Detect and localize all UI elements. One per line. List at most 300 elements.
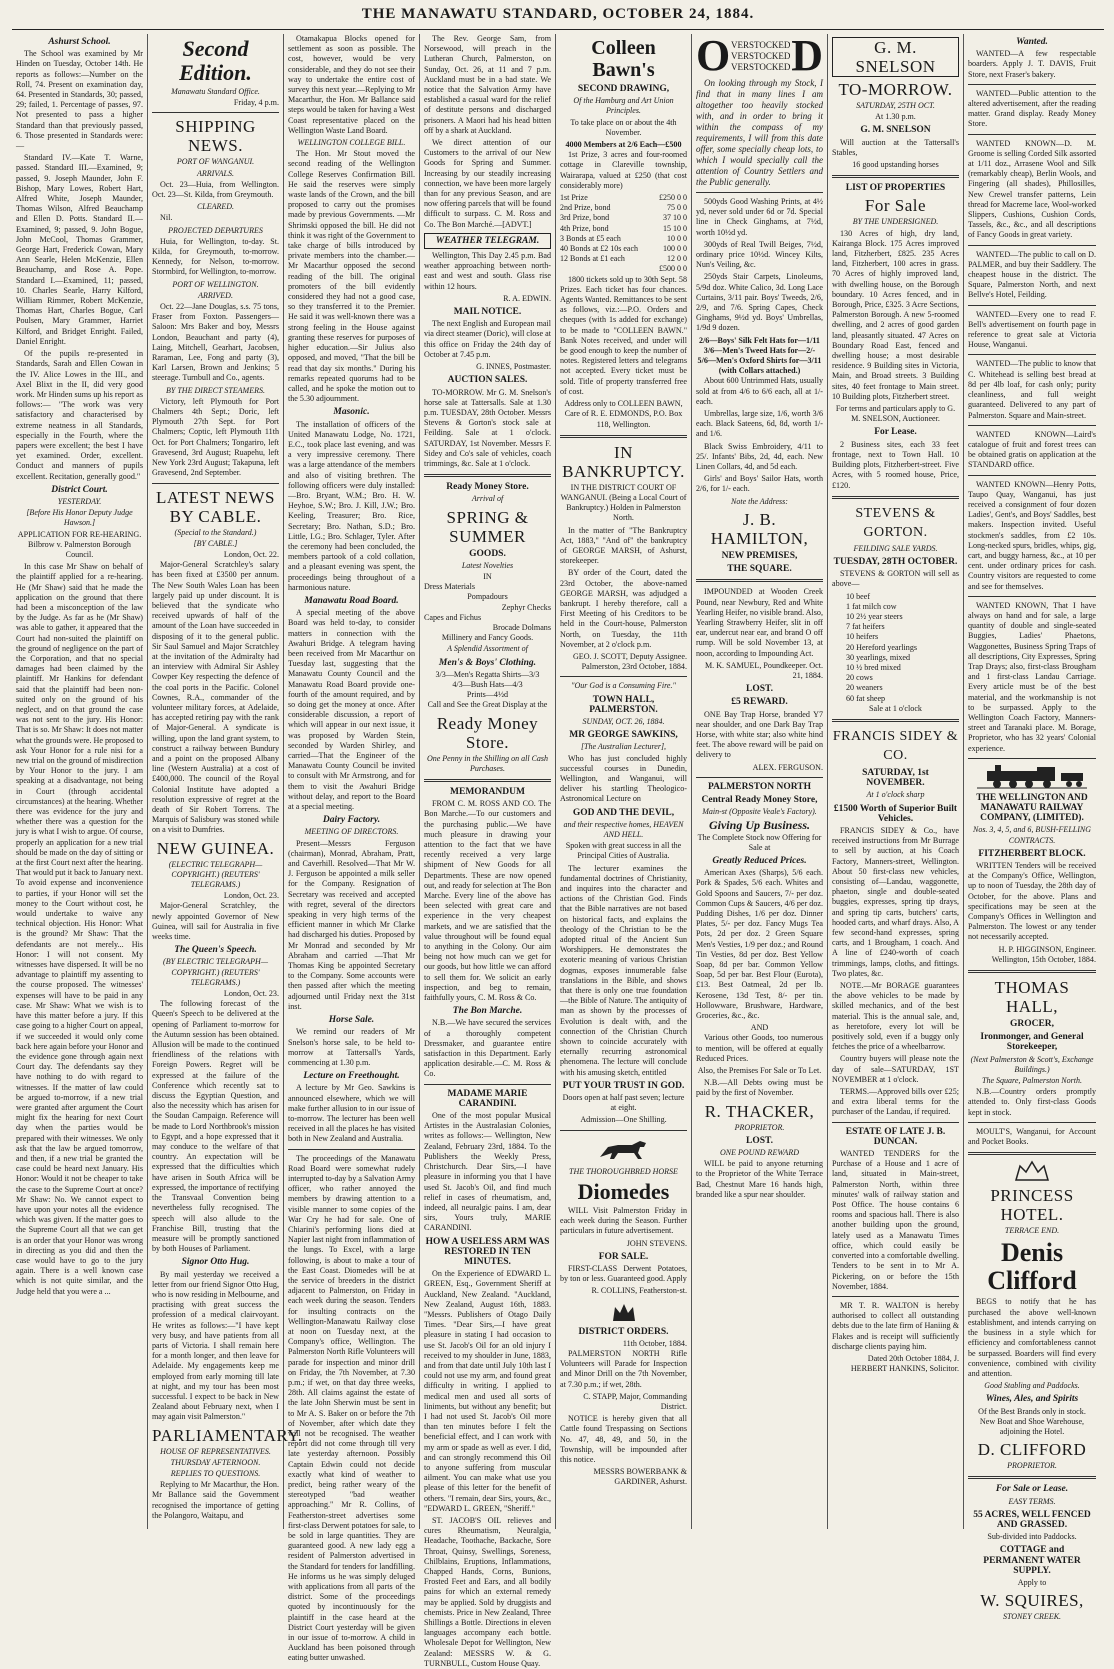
bon-marche-text: N.B.—We have secured the services of a thoroughly competent Dressmaker, and guarantee entire satisfaction in this Department. Early application desirable.—C. M. Ross & Co. xyxy=(424,1018,551,1079)
masthead: THE MANAWATU STANDARD, OCTOBER 24, 1884. xyxy=(12,6,1104,30)
walton-text: MR T. R. WALTON is hereby authorised to collect all outstanding debts due to the late firm of Haniing & Flakes and is receipt will sufficiently discharge clients paying him. xyxy=(832,1300,959,1351)
column-2 xyxy=(148,34,303,1529)
list-item: 10 heifers xyxy=(846,632,879,642)
divider xyxy=(560,435,687,438)
weather-text: Wellington, This Day 2.45 p.m. Bad weather approaching between north-east and west and south. Glass rise within 12 hours. xyxy=(424,251,551,291)
table-row xyxy=(560,203,687,213)
lecture-text: The lecturer examines the fundamental doctrines of Christianity, and inquires into the character and actions of the Christian God. Finds that the Bible narratives are not based on historical facts, and explains the theology of the Christian to be the adopted ritual of the Ancient Sun Worshippers. He demonstrates the exoteric meaning of various Christian dogmas, exposes innumerable false translations in the Bible, and shows that there is only one true foundation—the Bible of Nature. The antiquity of man as shown by the processes of Evolution is dealt with, and the connection of the Christian Church shown to coincide accurately with eternally recurring astronomical phenomena. The lecture will conclude with his amusing sketch, entitled xyxy=(560,863,687,1077)
impounded-signature: M. K. SAMUEL, Poundkeeper. Oct. 21, 1884. xyxy=(704,660,823,680)
next-line: (Next Palmerston & Scott's, Exchange Buildings.) xyxy=(970,1054,1094,1074)
town-hall-heading: TOWN HALL, PALMERSTON. xyxy=(589,694,658,715)
bankruptcy-court: IN THE DISTRICT COURT OF WANGANUI. (Being a Local Court of Bankruptcy.) Holden in Palmerston North. xyxy=(560,482,687,523)
apply-line: Apply to xyxy=(1017,1577,1047,1587)
london-date: London, Oct. 22. xyxy=(223,549,279,559)
overstocked-banner xyxy=(696,31,823,80)
prize-label: 3rd Prize, bond xyxy=(560,213,610,223)
overstocked-word: VERSTOCKED xyxy=(731,50,791,61)
columns xyxy=(12,31,1104,1668)
wanted-ad: WANTED KNOWN—Laird's catalogue of fruit and forest trees can be obtained gratis on application at the STANDARD office. xyxy=(968,429,1096,470)
grocer-label: GROCER, xyxy=(1009,1019,1055,1030)
freethought-heading: Lecture on Freethought. xyxy=(303,1071,400,1082)
masonic-text: The installation of officers of the United Manawatu Lodge, No. 1721, E.C., took place last evening, and was a very impressive ceremony. There was a large attendance of the members and also of visiting brethren. The following officers were duly installed:—Bro. Bryant, W.M.; Bro. H. W. Heyhoe, S.W.; Bro. J. Kill, J.W.; Bro. Keeling, Treasurer; Bro. Rice, Secretary; Bro. Nathan, S.D.; Bro. Little, I.G.; Bro. Schlager, Tyler. After the ceremony had been concluded, the members partook of a cold collation, and a pleasant evening was spent, the proceedings being throughout of a harmonious nature. xyxy=(288,419,415,592)
prize-value: 37 10 0 xyxy=(663,213,687,223)
stock-line: 300yds of Real Twill Beiges, 7½d, ordinary price 10½d. Wincey Kilts, Nun's Veiling, &c. xyxy=(696,239,823,270)
terrace-end: TERRACE END. xyxy=(1004,1226,1060,1236)
wanted-heading: Wanted. xyxy=(1016,37,1048,47)
found-text: WILL be paid to anyone returning to the Proprietor of the White Terrace Bad, Chestnut Mare 16 hands high, branded like a spur near shoulder. xyxy=(696,1159,823,1199)
higginson-signature: H. P. HIGGINSON, Engineer. Wellington, 15th October, 1884. xyxy=(991,944,1096,964)
divider xyxy=(968,758,1096,759)
list-item: 30 yearlings, mixed xyxy=(846,652,911,662)
prize-intro: 1st Prize, 3 acres and four-roomed cottage in Clareville township, Wairarapa, valued at £250 (that cost considerably more) xyxy=(560,150,687,190)
spring-summer-title: SPRING & SUMMER xyxy=(446,507,529,546)
sale-time: Sale at 1 o'clock xyxy=(869,703,922,713)
replies-text: Replying to Mr Macarthur, the Hon. Mr Ballance said the Government recognised the importance of getting the Polangoro, Waitapu, and xyxy=(152,1480,279,1520)
school-heading: Ashurst School. xyxy=(48,37,111,47)
sg-intro: STEVENS & GORTON will sell as above— xyxy=(832,569,959,589)
walton-signature: Dated 20th October 1884, J. HERBERT HANKINS, Solicitor. xyxy=(850,1353,959,1374)
impounded-text: IMPOUNDED at Wooden Creek Pound, near Newbury, Red and White Yearling Heifer, no visible brand. Also, Yearling Strawberry Heifer, slit in off ear, undercut near ear, and brand O off rump. Will be sold November 13, at noon, according to Impounding Act. xyxy=(696,587,823,658)
divider xyxy=(288,1149,415,1150)
list-item: 10 beef xyxy=(846,591,871,601)
novelty-list xyxy=(424,582,551,643)
tomorrow-label: TO-MORROW. xyxy=(838,80,953,99)
list-item: 20 Hereford yearlings xyxy=(846,642,918,652)
column-3 xyxy=(284,34,420,1663)
tenders-text: WANTED TENDERS for the Purchase of a House and 1 acre of land, situated in Main-street, Palmerston North, within three minutes' walk of railway station and Post Office. The house contains 6 rooms and spacious hall. There is also another building upon the ground, lately used as a Manawatu Times office, which could easily be converted into a comfortable dwelling. Tenders to be sent in to Mr A. Pickering, on or before the 15th November, 1884. xyxy=(832,1149,959,1291)
divider xyxy=(968,305,1096,306)
divider xyxy=(152,112,279,113)
railway-tender-text: WRITTEN Tenders will be received at the Company's Office, Wellington, up to noon of Tuesday, the 28th day of October, for the above. Plans and specifications may be seen at the Company's Offices in Wellington and Palmerston. The lowest or any tender not necessarily accepted. xyxy=(968,861,1096,942)
divider xyxy=(560,1130,687,1131)
stock-line: 3/6—Men's Tweed Hats for—2/- xyxy=(703,345,816,355)
locomotive-icon xyxy=(977,763,1087,789)
wanted-ad: WANTED—The public to call on D. PALMER, and buy their Saddlery. The cheapest house in the district. The Square, Palmerston North, and next Bellve's Hotel, Feilding. xyxy=(968,249,1096,300)
d-clifford-name: D. CLIFFORD xyxy=(977,1440,1087,1460)
auction-line: Will auction at the Tattersall's Stables, xyxy=(832,137,959,157)
prize-label: 3 Bonds at £5 each xyxy=(560,233,621,243)
denis-clifford-title: Denis Clifford xyxy=(987,1238,1077,1296)
otto-hug-text: By mail yesterday we received a letter from our friend Signor Otto Hug, who is now residing in Melbourne, and practising with great success the profession of a medical clairvoyant. He writes as follows:—"I have kept very busy, and have patients from all parts of Victoria. I shall remain here for a month longer, and then leave for Adelaide. My engagements keep me employed from early morning till late at night, and my tour has been most successful. I expect to be back in New Zealand about February next, when I may again visit Palmerston." xyxy=(152,1269,280,1422)
country-orders: N.B.—Country orders promptly attended to. Only first-class Goods kept in stock. xyxy=(968,1087,1096,1117)
useless-arm-text: On the Experience of EDWARD L. GREEN, Esq., Government Sheriff at Auckland, New Zealand. "Auckland, New Zealand, August 16th, 1883. "Messrs. Publishers of Otago Daily Times. "Dear Sirs,—I have great pleasure in stating I had occasion to use St. Jacob's Oil for an old injury I received to my shoulder in June, 1883, and from that date until July 10th last I could not use my arm, and found great difficulty in writing. I applied to medical men and used all sorts of liniments, but without any benefit; but I had not used St. Jacob's Oil more than ten minutes before I felt the beneficial effect, and I can work with my arm or spade as well as ever. I did, and can strongly recommend this Oil to anyone suffering from muscular ailment. You can make what use you please of this letter for the benefit of others. "I remain, dear Sirs, yours, &c., "EDWARD L. GREEN, "Sheriff." xyxy=(424,1269,551,1513)
brands-line: Of the Best Brands only in stock. xyxy=(978,1406,1086,1416)
thoroughbred-label: THE THOROUGHBRED HORSE xyxy=(569,1166,678,1176)
bankruptcy-matter: In the matter of "The Bankruptcy Act, 1883," "And of" the bankruptcy of GEORGE MARSH, of Ashurst, storekeeper. xyxy=(560,525,687,566)
time-label: At 1.30 p.m. xyxy=(875,112,916,122)
divider xyxy=(968,970,1096,973)
divider xyxy=(968,475,1096,476)
central-store-title: Central Ready Money Store, xyxy=(701,794,818,805)
stabling-line: Good Stabling and Paddocks. xyxy=(984,1381,1080,1391)
road-board-heading: Manawatu Road Board. xyxy=(304,595,399,606)
moults-ad: MOULT'S, Wanganui, for Account and Pocket Books. xyxy=(968,1126,1096,1147)
giving-up-title: Giving Up Business. xyxy=(708,818,811,833)
divider xyxy=(968,596,1096,597)
column-7 xyxy=(828,34,964,1529)
doors-line: Doors open at half past seven; lecture at eight. xyxy=(562,1093,685,1113)
road-board-text: A special meeting of the above Board was held to-day, to consider matters in connection with the Awahuri Bridge. A telegram having been received from Mr Macarthur on Tuesday last, suggesting that the Manawatu County Council and the Manawatu Road Board provide one-fourth of the amount required, and by so doing get the money at once. After considerable discussion, a report of which will appear in our next issue, it was proposed by Warden Stein, seconded by Warden Shirley, and carried—That the Engineer of the Manawatu County Council be invited to consult with Mr Armstrong, and for them to visit the Awahuri Bridge without delay, and report to the Board at a special meeting. xyxy=(288,608,415,812)
house-label: HOUSE OF REPRESENTATIVES. xyxy=(160,1446,271,1456)
list-item: 7 fat heifers xyxy=(846,622,885,632)
list-item: 20 cows xyxy=(846,673,873,683)
tickets-text: 1800 tickets sold up to 30th Sept. 58 Prizes. Each ticket has four chances. Agents Wanted. Remittances to be sent as follows, viz.:—P.O. Orders and cheques (with 1s added for exchange) to be made to "COLLEEN BAWN." Bank Notes received, and under will be good enough to keep the number of notes. Registered letters and telegrams not accepted. Every ticket must be sold. Title of property transferred free of cost. xyxy=(560,274,687,396)
carandini-text: One of the most popular Musical Artistes in the Australasian Colonies, writes as follows:— Wellington, New Zealand, February 23rd, 1884. To the Publishers the Weekly Press, Christchurch. Dear Sirs,—I have pleasure in informing you that I have used St. Jacob's Oil, and find much relief in cases of rheumatism, and, indeed, all neuralgic pains. I am, dear sirs, Yours truly, MARIE CARANDINI. xyxy=(424,1111,551,1233)
wanted-ad: WANTED—A few respectable boarders. Apply J. T. DAVIS, Fruit Store, next Fraser's bakery. xyxy=(968,49,1096,79)
overstocked-intro: On looking through my Stock, I find that in many lines I am altogether too heavily stocked with, and in order to bring it within the compass of my requirements, I will from this date offer, some specially cheap lots, to which I would specially call the attention of Country Settlers and the Public generally. xyxy=(696,78,823,187)
overstocked-word: VERSTOCKED xyxy=(731,61,791,72)
and-label: AND xyxy=(750,1023,769,1033)
mens-clothing-title: Men's & Boys' Clothing. xyxy=(438,657,537,668)
new-guinea-date: London, Oct. 23. xyxy=(223,891,279,901)
reduced-prices-title: Greatly Reduced Prices. xyxy=(712,855,807,866)
denis-text: BEGS to notify that he has purchased the above well-known establishment, and intends carrying on the business in a style which for efficiency and comfortableness cannot be surpassed. Boarders will find every convenience, combined with civility and attention. xyxy=(968,1297,1096,1378)
in-label: IN xyxy=(483,571,492,581)
ironmonger-label: Ironmonger, and General Storekeeper, xyxy=(980,1032,1084,1053)
heaven-hell-title: and their respective homes, HEAVEN AND HELL. xyxy=(563,819,684,839)
cable-label: [BY CABLE.] xyxy=(193,538,238,548)
divider xyxy=(152,483,279,484)
steamers-label: BY THE DIRECT STEAMERS. xyxy=(166,385,265,395)
prize-value: 15 10 0 xyxy=(663,223,687,233)
proprietor-label: PROPRIETOR. xyxy=(1007,1461,1057,1471)
reward-label: £5 REWARD. xyxy=(731,697,788,708)
admission-line: Admission—One Shilling. xyxy=(580,1115,667,1125)
column-8 xyxy=(964,34,1100,1622)
overstocked-o: O xyxy=(696,31,731,80)
estate-heading: ESTATE OF LATE J. B. DUNCAN. xyxy=(845,1126,946,1147)
quote-line: "Our God is a Consuming Fire." xyxy=(571,681,676,691)
divider xyxy=(968,1152,1096,1155)
new-premises: NEW PREMISES, xyxy=(721,550,798,561)
diomedes-title: Diomedes xyxy=(577,1178,670,1204)
crown-icon xyxy=(611,1301,637,1323)
trespass-signature: MESSRS BOWERBANK & GARDINER, Ashurst. xyxy=(593,1467,687,1487)
acres-line: 55 ACRES, WELL FENCED AND GRASSED. xyxy=(973,1509,1091,1530)
court-judge: [Before His Honor Deputy Judge Hawson.] xyxy=(26,508,133,528)
new-guinea-text: Major-General Scratchley, the newly appointed Governor of New Guinea, will sail for Australia in five weeks time. xyxy=(152,901,279,942)
divider xyxy=(832,1122,959,1123)
prize-label: 4th Prize, bond xyxy=(560,223,609,233)
auction-sales-heading: AUCTION SALES. xyxy=(447,375,528,386)
lost-signature: ALEX. FERGUSON. xyxy=(752,762,823,772)
cleared-text: Nil. xyxy=(160,213,173,223)
divider xyxy=(968,1476,1096,1479)
second-drawing: SECOND DRAWING, xyxy=(577,84,670,94)
horse-sale-text: We remind our readers of Mr Snelson's horse sale, to be held to-morrow at Tattersall's Yards, commencing at 1.30 p.m. xyxy=(288,1027,415,1067)
new-guinea-heading: NEW GUINEA. xyxy=(156,838,275,858)
diomedes-signature: JOHN STEVENS. xyxy=(626,1238,687,1248)
local-news-text-2: The Rev. George Sam, from Norsewood, will preach in the Lutheran Church, Palmerston, on Sunday, Oct. 26, at 11 and 7 p.m. Auckland must be in a bad state. We notice that the Salvation Army have established a casual ward for the relief of destitute persons and discharged prisoners. A Maori had his head bitten off by a shark at Auckland. xyxy=(424,34,551,135)
projected-label: PROJECTED DEPARTURES xyxy=(168,225,263,235)
prize-value: 75 0 0 xyxy=(667,203,687,213)
dairy-subheading: MEETING OF DIRECTORS. xyxy=(304,827,399,837)
shipping-heading: SHIPPING NEWS. xyxy=(175,117,256,156)
masonic-heading: Masonic. xyxy=(333,407,370,418)
overstocked-words xyxy=(730,40,791,73)
divider xyxy=(968,134,1096,135)
list-item: Zephyr Checks xyxy=(501,602,551,612)
prize-label: 12 Bonds at £1 each xyxy=(560,254,625,264)
stock-line: Girls' and Boys' Sailor Hats, worth 2/6, for 1/- each. xyxy=(696,474,823,494)
column-4 xyxy=(420,34,556,1668)
college-bill-text: The Hon. Mr Stout moved the second reading of the Wellington College Reserves Confirmation Bill. He said the reserves were simply waste lands of the Crown, and the bill proposed to carry out the promises made by previous Governments. —Mr Shrimski opposed the bill. He did not think it was right of the Government to take charge of bills introduced by private members into the chamber.—Mr Macarthur opposed the second reading of the bill. The original promoters of the bill evidently considered they had not a good case, so they transferred it to the Premier. He said it was well-known there was a strong feeling in the House against granting these reserves for purposes of higher education.—Sir Julius also opposed, and moved, "That the bill be read that day six months." During his remarks repeated quorums had to be called, and he spoke the motion out to the 5.30 adjournment. xyxy=(288,149,415,404)
drawing-date: To take place on or about the 4th November. xyxy=(570,117,677,137)
wines-line: Wines, Ales, and Spirits xyxy=(985,1394,1079,1405)
weather-signature: R. A. EDWIN. xyxy=(503,293,551,303)
ready-money-store-title: Ready Money Store. xyxy=(436,713,539,752)
thursday-label: THURSDAY AFTERNOON. xyxy=(170,1457,261,1467)
horses-line: 16 good upstanding horses xyxy=(852,160,939,170)
main-street-line: Main-st (Opposite Veale's Factory). xyxy=(702,807,817,817)
prize-value: 10 0 0 xyxy=(667,233,687,243)
shirts-line: 3/3—Men's Regatta Shirts—3/3 xyxy=(435,669,540,679)
stevens-gorton-title: STEVENS & GORTON. xyxy=(855,505,936,540)
list-item: Millinery and Fancy Goods. xyxy=(441,633,534,643)
court-heading: District Court. xyxy=(51,484,108,495)
mail-notice-heading: MAIL NOTICE. xyxy=(453,307,522,318)
auction-sales-text: TO-MORROW. Mr G. M. Snelson's horse sale at Tattersalls. Sale at 1.30 p.m. TUESDAY, 28th October. Messrs Stevens & Gorton's stock sale at Feilding. Sale at 1 o'clock. SATURDAY, 1st November. Messrs F. Sidey and Co's sale of vehicles, coach trimmings, &c. Sale at 1 o'clock. xyxy=(424,387,551,468)
column-5 xyxy=(556,34,692,1529)
sidey-text: FRANCIS SIDEY & Co., have received instructions from Mr Burrage to sell by auction, at his Coach Factory, Manners-street, Wellington. About 50 first-class new vehicles, consisting of—Landau, waggonette, phaeton, single and double-seated buggies, expresses, spring tip drays, and spring tip carts, butchers' carts, hooded carts, and wharf drays. Also, A few second-hand expresses, spring carts, and 1 Brougham, 1 coach. And A line of £240-worth of coach trimmings, lamps, cloths, and fittings. Two plates, &c. xyxy=(832,825,959,978)
parliament-continued: Otamakapua Blocks opened for settlement as soon as possible. The cost, however, would be very considerable, and they do not see their way to undertake the entire cost of survey this next year.—Replying to Mr Macarthur, the Hon. Mr Ballance said steps would be taken for having a West Coast representative placed on the Wellington Waste Land Board. xyxy=(288,34,415,135)
list-of-properties: LIST OF PROPERTIES xyxy=(845,183,946,194)
stock-line: 500yds Good Washing Prints, at 4½ yd, never sold under 6d or 7d. Special line in Check Ginghams, at 7½d, worth 10½d yd. xyxy=(696,197,823,237)
column-1 xyxy=(12,34,148,1529)
sale-lease-heading: For Sale or Lease. xyxy=(995,1484,1069,1495)
bankruptcy-signature: GEO. J. SCOTT, Deputy Assignee. Palmerston, 23rd October, 1884. xyxy=(572,651,687,672)
prize-label xyxy=(560,264,653,274)
overstocked-d: D xyxy=(791,31,823,80)
sawkins-text: Who has just concluded highly successful courses in Dunedin, Wellington, and Wanganui, will deliver his startling Theologico-Astronomical Lecture on xyxy=(560,753,687,804)
table-row xyxy=(560,264,687,274)
stock-line: 250yds Stair Carpets, Linoleums, 5/9d doz. White Calico, 3d. Long Lace Curtains, 3/11 pair. Boys' Tweeds, 2/6, 2/9, and 7/6. Spring Capes, Check Ginghams, 9½d yd. Boys' Umbrellas, 1/9d 9 dozen. xyxy=(696,272,823,333)
latest-subheading: (Special to the Standard.) xyxy=(174,527,257,537)
second-edition-title: Second Edition. xyxy=(179,36,252,85)
prize-value: 100 0 0 xyxy=(663,244,687,254)
district-orders-heading: DISTRICT ORDERS. xyxy=(578,1326,669,1337)
divider xyxy=(832,719,959,722)
divider xyxy=(832,175,959,178)
list-item: Capes and Fichus xyxy=(424,612,482,622)
prize-value: 12 0 0 xyxy=(667,254,687,264)
paddocks-line: Sub-divided into Paddocks. xyxy=(987,1532,1077,1542)
wanted-ad: WANTED—The public to know that C. Whitehead is selling best bread at 8d per 4lb loaf, for cash only; purity cleanliness, and full weight guaranteed. Delivered to any part of Palmerston. Square and Main-street. xyxy=(968,359,1096,420)
wanted-ad: WANTED—Every one to read F. Bell's advertisement on fourth page in reference to great sale at Victoria House, Wanganui. xyxy=(968,309,1096,350)
school-text: The School was examined by Mr Hinden on Tuesday, October 14th. He reports as follows:—Number on the Roll, 74. Present on examination day, 64. Presented in Standards, 30; passed, 29; failed, 1. Percentage of passes, 97. Not presented to pass a higher Standard than that previously passed, 6. Those presented in Standards were:— xyxy=(16,49,143,151)
table-row xyxy=(560,254,687,264)
table-row xyxy=(560,234,687,244)
port-wellington: PORT OF WELLINGTON. xyxy=(172,279,259,289)
list-item: 60 fat sheep xyxy=(846,693,886,703)
trespass-notice: NOTICE is hereby given that all Cattle found Trespassing on Sections No. 47, 48, 49, and 50, in the Township, will be impounded after this notice. xyxy=(560,1414,687,1464)
prize-label: 40 Bonds at £2 10s each xyxy=(560,244,638,254)
otto-hug-heading: Signor Otto Hug. xyxy=(181,1257,250,1268)
table-row xyxy=(560,193,687,203)
prints-line: Prints—4½d xyxy=(466,690,509,700)
divider xyxy=(424,1084,551,1085)
st-jacobs-text: ST. JACOB'S OIL relieves and cures Rheumatism, Neuralgia, Headache, Toothache, Backache, Sore Throat, Quinsy, Swellings, Soreness, Chilblains, Eruptions, Inflammations, Chapped Hands, Corns, Bunions, Frosted Feet and Ears, and all bodily pains for which an external remedy may be applied. Sold by druggists and chemists. Price in New Zealand, Three Shillings a Bottle. Directions in eleven languages accompany each bottle. Wholesale Depot for Wellington, New Zealand: MESSRS W. & G. TURNBULL, Custom House Quay. xyxy=(424,1516,551,1668)
arrival-label: Arrival of xyxy=(471,494,504,504)
table-row xyxy=(560,244,687,254)
undersigned-line: BY THE UNDERSIGNED. xyxy=(852,217,939,227)
list-item: 10 2½ year steers xyxy=(846,611,903,621)
palmerston-north-label: PALMERSTON NORTH xyxy=(707,781,812,792)
snelson-title: G. M. SNELSON xyxy=(832,37,959,77)
lost-heading: LOST. xyxy=(745,684,773,695)
time-line: Friday, 4 p.m. xyxy=(233,98,279,108)
carandini-heading: MADAME MARIE CARANDINI. xyxy=(447,1088,528,1109)
stock-line: 2/6—Boys' Silk Felt Hats for—1/11 xyxy=(699,335,820,345)
bon-marche-heading: The Bon Marche. xyxy=(452,1006,523,1017)
cottage-line: COTTAGE and PERMANENT WATER SUPPLY. xyxy=(983,1545,1081,1576)
railway-company-heading: THE WELLINGTON AND MANAWATU RAILWAY COMPANY, (LIMITED). xyxy=(976,792,1088,824)
stock-line: About 600 Untrimmed Hats, usually sold at from 4/6 to 6/6 each, all at 1/- each. xyxy=(696,376,823,406)
fitzherbert-block: FITZHERBERT BLOCK. xyxy=(978,848,1086,859)
bankruptcy-order: BY order of the Court, dated the 23rd October, the above-named GEORGE MARSH, was adjudged a bankrupt. I hereby therefore, call a First Meeting of his Creditors to be held in the Court-house, Palmerston North, on Tuesday, the 11th November, at 2 o'clock p.m. xyxy=(560,568,687,649)
table-row xyxy=(560,224,687,234)
jb-hamilton-title: J. B. HAMILTON, xyxy=(710,509,809,548)
divider xyxy=(968,1122,1096,1123)
queens-speech-heading: The Queen's Speech. xyxy=(174,945,257,956)
cleared-label: CLEARED. xyxy=(196,202,235,212)
rifle-signature: C. STAPP, Major, Commanding District. xyxy=(583,1391,687,1411)
borage-note: NOTE.—Mr BORAGE guarantees the above vehicles to be made by skilled mechanics, and of the best material. This is the annual sale, and, as heretofore, every lot will be positively sold, even if a buggy only fetches the price of a wheelbarrow. xyxy=(832,981,959,1052)
local-news-text: The proceedings of the Manawatu Road Board were somewhat rudely interrupted to-day by a Salvation Army officer, who rather annoyed the members by drawing attention to a visible manner to some copies of the War Cry he had for sale. One of Chiarini's performing lions died at Napier last night from inflammation of the lungs. To Excel, with a large following, is about to make a tour of the East Coast. Diomedes will be at the service of breeders in the district adjacent to Palmerston, on Friday in each week during the season. Tenders for insulting contracts on the Wellington-Manawatu Railway close at noon on Tuesday next, at the Company's office, Wellington. The Palmerston North Rifle Volunteers will parade for inspection and minor drill on Friday, the 7th November, at 7.30 p.m.; if wet, on that day three weeks, 28th. All claims against the estate of the late John Sherwin must be sent in to Mr A. S. Baker on or before the 7th of November, after which date they will not be recognised. The weather report did not come through till very late yesterday afternoon. Possibly Captain Edwin could not decide exactly what kind of weather to predict, being rather weary of the stereotyped "bad weather approaching." Mr R. Collins, of Featherston-street advertises some first-class Derwent potatoes for sale, to be sold in large quantities. They are guaranteed good. A new lady egg a resident of Palmerston advertised in the Standard for tenders for landfilling. He informs us he was simply deluged with applications from all parts of the district. Some of the proceedings quoted by incontinuously for the plaintiff in the case heard at the District Court yesterday will be given in our issue of to-morrow. A child in Auckland has been poisoned through eating butter unwashed. xyxy=(288,1153,415,1663)
potatoes-text: FIRST-CLASS Derwent Potatoes, by ton or less. Guaranteed good. Apply xyxy=(560,1263,687,1284)
vehicles-title: £1500 Worth of Superior Built Vehicles. xyxy=(833,803,958,824)
assortment-label: A Splendid Assortment of xyxy=(447,644,528,654)
list-item: 10 ½ bred mixed xyxy=(846,662,901,672)
clock-line: At 1 o'clock sharp xyxy=(866,790,925,800)
god-devil-title: GOD AND THE DEVIL, xyxy=(572,807,675,818)
saturday-november: SATURDAY, 1st NOVEMBER. xyxy=(862,767,929,789)
divider xyxy=(832,1296,959,1297)
useless-arm-heading: HOW A USELESS ARM WAS RESTORED IN TEN MINUTES. xyxy=(425,1236,550,1267)
colleen-bawn-title: Colleen Bawn's xyxy=(591,37,656,81)
queens-speech-sub: (BY ELECTRIC TELEGRAPH—COPYRIGHT.) (REUTERS' TELEGRAMS.) xyxy=(163,957,268,987)
sg-stock-list xyxy=(832,592,959,704)
horse-sale-heading: Horse Sale. xyxy=(328,1015,375,1026)
terms-text: TERMS.—Approved bills over £25; and extra liberal terms for the purchaser of the Landau, if required. xyxy=(832,1087,959,1117)
mail-notice-text: The next English and European mail via direct steamer (Doric), will close at this office on Friday the 24th day of October at 7.45 p.m. xyxy=(424,319,551,359)
lost-text: ONE Bay Trap Horse, branded Y7 near shoulder, and one Dark Bay Trap Horse, with white star; also white hind feet. The above reward will be paid on delivery to xyxy=(696,709,823,760)
trust-in-god-title: PUT YOUR TRUST IN GOD. xyxy=(562,1080,685,1091)
list-item: 20 weaners xyxy=(846,683,883,693)
arrived-text: Oct. 22—Jane Douglas, s.s. 75 tons, Fraser from Foxton. Passengers—Saloon: Mrs Baker and boy, Messrs London, Beauchant and party (4), Laing, Mitchell, Gearhart, Jacobsen, Raraman, Lee, Fong and party (3), Karl Larsen, Brown and Jenkins; 5 steerage. Turnbull and Co., agents. xyxy=(152,302,279,383)
prize-label: 1st Prize xyxy=(560,193,588,203)
court-subheading: YESTERDAY. xyxy=(57,496,102,506)
school-text-2: Of the pupils re-presented in Standards, Sarah and Ellen Cowan in the IV. Alice Lowes in the III., and Axel Blixt in the II, did very good work. Mr Hinden sums up his report as follows:— "The work was very satisfactory and characterised by extreme neatness in all Standards, especially in the Fourth, where the papers were excellent; the best I have yet examined. Order, excellent. Conduct and manners of pupils excellent. Recitation, generally good." xyxy=(16,349,143,481)
contracts-line: Nos. 3, 4, 5, and 6, BUSH-FELLING CONTRACTS. xyxy=(972,825,1091,845)
queens-speech-date: London, Oct. 23. xyxy=(223,989,279,999)
penny-line: One Penny in the Shilling on all Cash Purchases. xyxy=(426,753,549,773)
latest-news-heading: LATEST NEWS BY CABLE. xyxy=(156,487,275,526)
queens-speech-text: The following forecast of the Queen's Speech to be delivered at the opening of Parliament to-morrow for the Autumn session has been obtained. Allusion will be made to the continued friendliness of the relations with Foreign Powers. Regret will be expressed at the failure of the Conference which recently sat to discuss the Egyptian Question, and also the necessity which has arisen for the Soudan Campaign. Reference will be made to Lord Northbrook's mission to Egypt, and a hope expressed that it may conduce to the welfare of that country. An expectation will be expressed that the difficulties which have arisen in South Africa will be expressed, the importance of rectifying the Transvaal Convention being nevertheless fully recognised. The speech will also allude to the Franchise Bill, trusting that the measure will be promptly sanctioned by both Houses of Parliament. xyxy=(152,999,279,1254)
price-list: American Axes (Sharps), 5/6 each. Pork & Spades, 5/6 each. Whites and Gold Spoons and Saucers, 7/- per doz. Common Cups & Saucers, 4/6 per doz. Pudding Dishes, 1/6 per doz. Dinner Plates, 5/- per doz. Fancy Mugs Tea Pots, 2d per doz. 2 Green Square Men's Vesties, 1/9 per doz.; and Round Tin Vesties, 8d per doz. Best Yellow Soap, 8d per bar. Common Yellow Soap, 5d per bar. Best Flour (Eurota), £13. Best Oatmeal, 2d per lb. Kerosene, 13d Test, 8/- per tin. Hollowware, Brushware, Hardware, Groceries, &c., &c. xyxy=(696,868,823,1021)
replies-label: REPLIES TO QUESTIONS. xyxy=(170,1468,261,1478)
college-bill-label: WELLINGTON COLLEGE BILL. xyxy=(297,138,406,148)
list-item: 1 fat milch cow xyxy=(846,601,897,611)
prize-label: 2nd Prize, bond xyxy=(560,203,611,213)
projected-text: Huia, for Wellington, to-day. St. Kilda, for Greymouth, to-morrow. Kennedy, for Nelson, to-morrow. Stormbird, for Wellington, to-morrow. xyxy=(152,236,279,277)
divider xyxy=(968,425,1096,426)
tuesday-date: TUESDAY, 28TH OCTOBER. xyxy=(833,556,958,567)
divider xyxy=(560,676,687,677)
lecturer-label: [The Australian Lecturer], xyxy=(580,742,667,752)
call-line: Call and See the Great Display at the xyxy=(427,700,548,710)
arrived-label: ARRIVED. xyxy=(198,290,233,300)
hamburg-line: Of the Hamburg and Art Union Principles. xyxy=(573,96,674,116)
sidey-title: FRANCIS SIDEY & CO. xyxy=(832,728,959,763)
goods-label: GOODS. xyxy=(469,548,506,559)
memorandum-heading: MEMORANDUM xyxy=(450,786,525,797)
prize-value: £250 0 0 xyxy=(659,193,687,203)
prize-total: £500 0 0 xyxy=(659,264,687,274)
for-sale-title: For Sale xyxy=(864,196,927,216)
for-lease-heading: For Lease. xyxy=(874,427,917,438)
divider xyxy=(424,474,551,477)
column-6 xyxy=(692,31,828,1529)
list-item: Brocade Dolmans xyxy=(492,622,551,632)
divider xyxy=(832,496,959,499)
feilding-yards: FEILDING SALE YARDS. xyxy=(853,543,938,553)
court-case: APPLICATION FOR RE-HEARING. Bilbrow v. Palmerston Borough Council. xyxy=(17,529,142,559)
sunday-date: SUNDAY, OCT. 26, 1884. xyxy=(582,716,665,726)
wanted-ad: WANTED—Public attention to the altered advertisement, after the reading matter. Grand display. Ready Money Store. xyxy=(968,88,1096,129)
properties-text: 130 Acres of high, dry land, Kairanga Block. 175 Acres improved land, Fitzherbert, £825. 235 Acres land, Fitzherbert, 100 acres in grass. 70 Acres of highly improved land, with dwelling house, on the Borough boundary. 10 Acres fenced, and in Borough, Price, £325. 3 Acre Sections, Palmerston Borough. A new 5-roomed dwelling, and 2 acres of good garden land, pleasantly situated. 47 Acres on Boundary Road East, fenced and dwelling house; a most desirable residence. 9 Building sites in Victoria, Main, and Broad streets. 3 Building sites, 40 feet frontage to Main street. 10 Building plots, Fitzherbert street. xyxy=(832,228,959,401)
hats-line: 4/3—Bush Hats—4/3 xyxy=(452,679,523,689)
square-line: The Square, Palmerston North. xyxy=(982,1076,1082,1086)
court-text: In this case Mr Shaw on behalf of the plaintiff applied for a re-hearing. He (Mr Shaw) said that he made the application on the ground that there had been a misconception of the law by the Judge. As far as he (Mr Shaw) was able to gather, it appeared that the Court had non-suited the plaintiff on the ground of negligence on the part of the Corporation, and that no special damages had been claimed by the plaintiff. Mr Hankins for defendant said that the plaintiff had been non-suited only on the ground of his neglect, and on that ground the case was not sent to the jury. His Honor: That is so. Mr Shaw: It does not matter what the grounds were. He proposed to ask Your Honor for a rule nisi for a new trial on the ground of misdirection by Your Honor to the jury. I am speaking at a disadvantage, not being in Court (through accidental circumstances) at the hearing. Whether there was evidence for the jury and whether there was a question for the jury is what I wish to argue. Of course, properly an application for a new trial should be made on the day of sitting or at the first Court next after the hearing. That would put it back to January next. To avoid expense and inconvenience to parties, if your Honor will set the money to the Court without cost, he would undertake to waive any technical objection. His Honor: What is the ground? Mr Shaw: That the defendants are not merely... His Honor: I will not consent. My witnesses have dispersed. It will be no advantage to plaintiff my assenting to the course proposed. The witnesses' expenses will have to be paid in any case. Mr Shaw: What we wish is to have this matter before a jury. If this case going to a higher Court on appeal, if we succeeded it would only come back here again before your Honor and the evidence gone through again next Court day. The defendants say they have nothing to do with regard to witnesses. If the matter of law could be argued to-morrow, if a new trial were granted after argument the Court might fix the hearing for next Court day when the parties would be prepared with their witnesses. We only ask that the law be argued tomorrow, and then, if a new trial be granted the case could be heard next January. His Honor: Would it not be cheaper to take the case to the Supreme Court at once? Mr Shaw: No. We cannot expect to have upon your notes all the evidence which was given. If the matter goes to the Supreme Court all that we can get is an order that your Honor was wrong in directing as you did and then the case would have to go to the jury again. There is a well known case which is not quite similar, and the Judge held that you were a ... xyxy=(16,562,143,1296)
boot-warehouse: New Boat and Shoe Warehouse, adjoining the Hotel. xyxy=(979,1416,1085,1436)
stock-line: Black Swiss Embroidery, 4/11 to 25/. Infants' Bibs, 2d, 4d, each. New Linen Collars, 4d, and 5d each. xyxy=(696,441,823,472)
divider xyxy=(424,779,551,782)
list-item: Dress Materials xyxy=(424,582,476,592)
spoken-line: Spoken with great success in all the Principal Cities of Australia. xyxy=(565,841,682,861)
wanted-ad: WANTED KNOWN—D. M. Groome is selling Corded Silk assorted at 1/11 doz., Arrasene Wool and Silk (remarkably cheap), Berlin Wools, and Fingering (all shades), Phillosilles, New Crewel transfer patterns, Lein thread for Macreme lace, Wool-worked Slippers, Cushions, Cushion Cords, Tassels, &c., &c., and all descriptions of Fancy Goods in great variety. xyxy=(968,138,1096,240)
ready-money-heading: Ready Money Store. xyxy=(446,482,529,493)
arrivals-text: Oct. 23—Huia, from Wellington. Oct. 23—St. Kilda, from Greymouth. xyxy=(152,179,279,200)
weather-heading: WEATHER TELEGRAM. xyxy=(424,233,551,249)
divider xyxy=(968,84,1096,85)
port-wanganui: PORT OF WANGANUI. xyxy=(176,157,255,167)
address-text: Address only to COLLEEN BAWN, Care of R. E. EDMONDS, P.O. Box 118, Wellington. xyxy=(564,399,683,429)
country-buyers: Country buyers will please note the day of sale—SATURDAY, 1ST NOVEMBER at 1 o'clock. xyxy=(832,1054,959,1084)
memorandum-text: FROM C. M. ROSS AND CO. The Bon Marche.—To our customers and the purchasing public.—We have much pleasure in drawing your attention to the fact that we have recently received a very large shipment of New Goods for all Departments. These are now opened out, and ready for selection at The Bon Marche. Every line of the above has been selected with great care and experience in the very cheapest markets, and we are satisfied that the value throughout will be found equal to anything in the Colony. Our aim being not how much can we get for our goods, but how little we can afford to sell them for. We solicit an early inspection, and beg to remain, faithfully yours, C. M. Ross & Co. xyxy=(424,799,551,1003)
wanted-ad: WANTED KNOWN, That I have always on hand and for sale, a large quantity of double and single-seated Buggies, Ladies' Phaetons, Waggonettes, Business Spring Traps of all descriptions, City Expresses, Spring Trap Drays; also, first-class Brougham and 1 first-class Landau Carriage. Every article must be of the best material, and the workmanship is not to be surpassed. Apply to the Wellington Coach Factory, Manners-street and Taranaki place. M. Borage, Proprietor, who has 32 years' Colonial experience. xyxy=(968,600,1096,753)
members-line: 4000 Members at 2/6 Each—£500 xyxy=(565,140,682,150)
for-sale-heading: FOR SALE. xyxy=(598,1251,649,1262)
proprietor-label: PROPRIETOR. xyxy=(734,1122,785,1132)
snelson-name: G. M. SNELSON xyxy=(860,125,931,136)
the-square: THE SQUARE. xyxy=(727,564,792,575)
divider xyxy=(968,245,1096,246)
dairy-factory-heading: Dairy Factory. xyxy=(322,815,381,826)
crest-icon xyxy=(1012,1160,1052,1182)
easy-terms: EASY TERMS. xyxy=(1008,1496,1056,1506)
steamers-text: Victory, left Plymouth for Port Chalmers 4th Sept.; Doric, left Plymouth 27th Sept. for Port Chalmers; Coptic, left Plymouth 11th Oct. for Port Chalmers; Tongariro, left Gravesend, 3rd August; Ruapehu, left New York 23rd August; Takapuna, left Gravesend, 2nd September. xyxy=(152,396,279,478)
debts-note: N.B.—All Debts owing must be paid by the first of November. xyxy=(696,1078,823,1098)
bankruptcy-heading: IN BANKRUPTCY. xyxy=(562,442,685,481)
stoney-creek: STONEY CREEK. xyxy=(1002,1612,1062,1622)
freethought-text: A lecture by Mr Geo. Sawkins is announced elsewhere, which we will make further allusion to in our issue of to-morrow. The lecturer has been well received in all the places he has visited both in New Zealand and Australia. xyxy=(288,1083,415,1144)
novelties-label: Latest Novelties xyxy=(461,560,514,570)
table-row xyxy=(560,213,687,223)
wanted-ad: WANTED KNOWN—Henry Potts, Taupo Quay, Wanganui, has just received a consignment of four dozen Ladies', Gent's, and Boys' Saddles, best makers. Inspection invited. Useful stockmen's saddles, from £2 10s. Long-necked spurs, bridles, whips, gig, cart, and buggy harness, &c., at 10 per cent. under ordinary prices for cash. Country visitors are requested to come and see for themselves. xyxy=(968,479,1096,591)
dairy-text: Present—Messrs Ferguson (chairman), Monrad, Abraham, Pratt, and Caverhill. Resolved—That Mr W. J. Ferguson be appointed a milk seller for the Company. Resignation of Secretary was received and accepted with regret, several of the directors speaking in very high terms of the efficient manner in which Mr Clarke had discharged his duties. Proposed by Mr Monrad and seconded by Mr Abraham and carried —That Mr Thomas King be appointed Secretary to the Company. Some accounts were then passed after which the meeting adjourned until Friday next the 31st inst. xyxy=(288,838,415,1011)
premises-line: Also, the Premises For Sale or To Let. xyxy=(697,1066,822,1076)
